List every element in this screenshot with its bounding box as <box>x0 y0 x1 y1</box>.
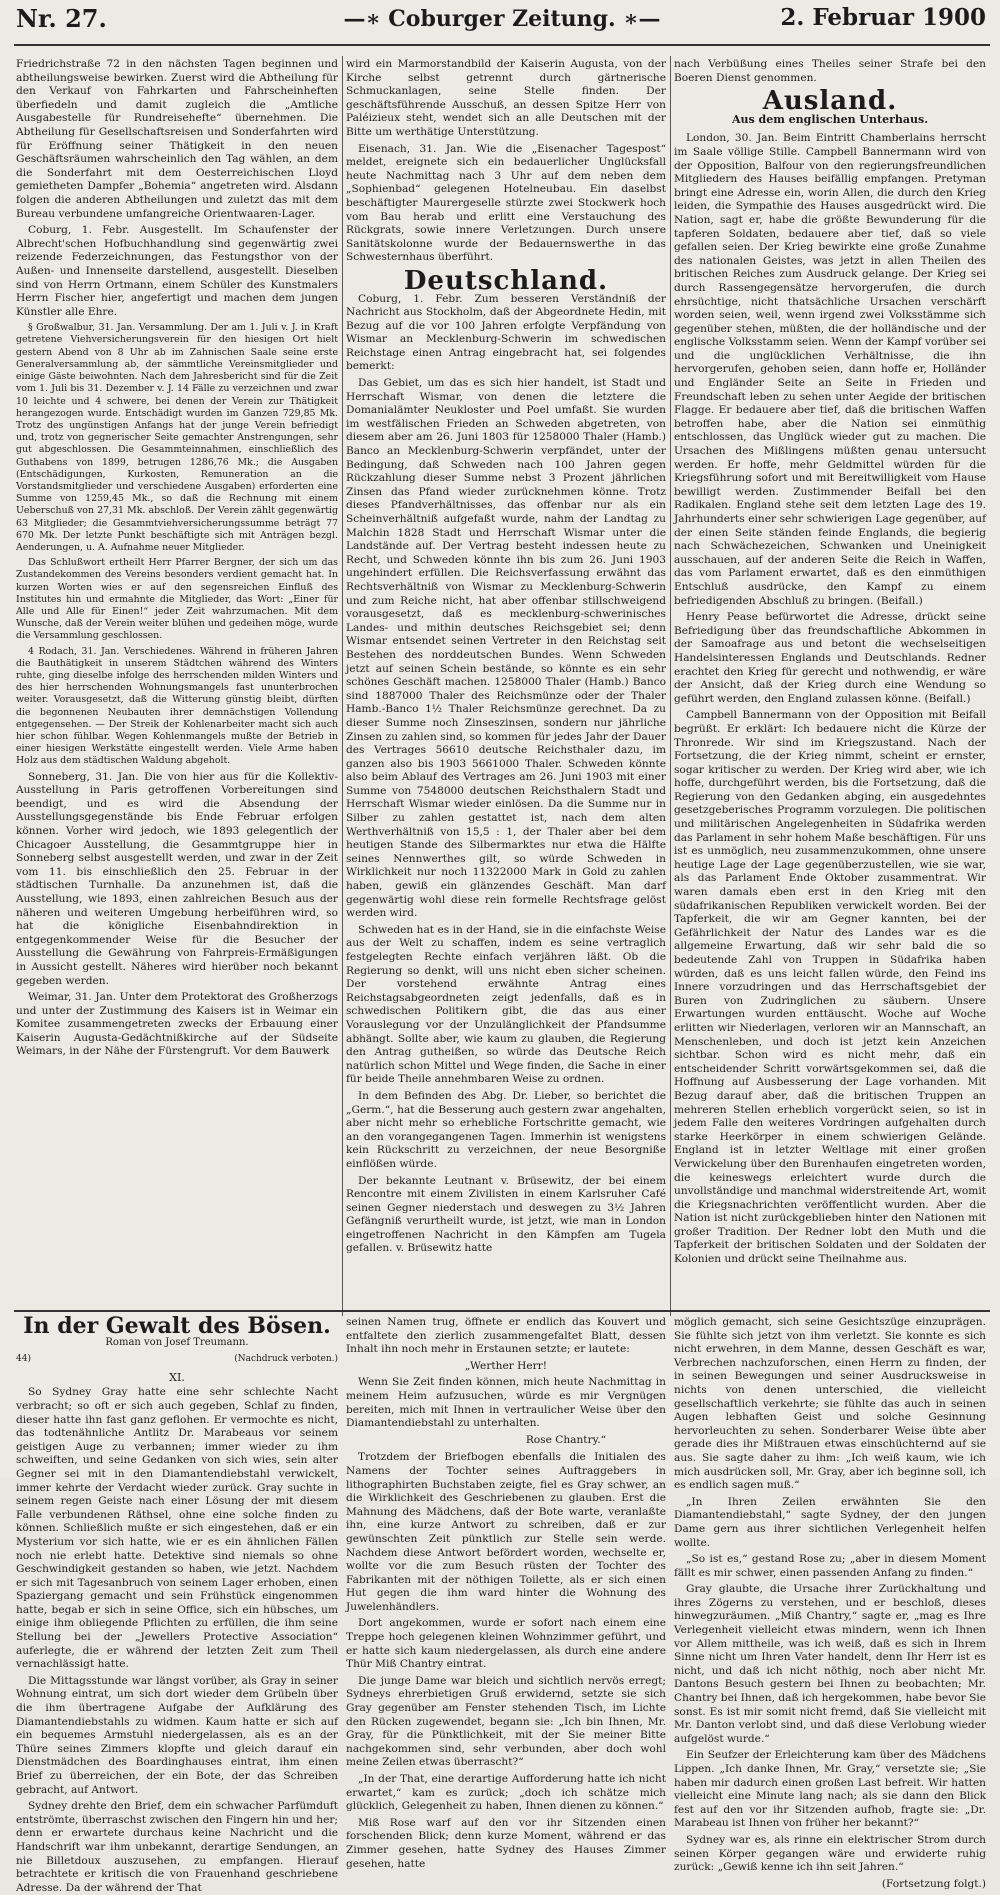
letter-signature: Rose Chantry.“ <box>525 1433 606 1446</box>
article-paragraph: Eisenach, 31. Jan. Wie die „Eisenacher Tagespost“ meldet, ereignete sich ein bedauerlicher Unglücksfall heute Nachmittag nach 3 Uhr auf dem neben dem „Sophienbad“ gelegenen Hotelneubau. Ein daselbst beschäftigter Maurergeselle stürzte zwei Stockwerk hoch vom Bau herab und erlitt eine Verstauchung des Rückgrats, sowie innere Verletzungen. Durch unsere Sanitätskolonne wurde der Bedauernswerthe in das Schwesternhaus überführt. <box>346 142 666 264</box>
novel-paragraph: Sydney war es, als rinne ein elektrischer Strom durch seinen Körper gegangen wäre und erwiderte ruhig zurück: „Gewiß kenne ich ihn seit Jahren.“ <box>674 1833 986 1874</box>
section-heading-ausland: Ausland. <box>762 86 898 117</box>
article-paragraph: Das Gebiet, um das es sich hier handelt, ist Stadt und Herrschaft Wismar, von denen die letztere die Domanialämter Neukloster und Poel umfaßt. Sie wurden im westfälischen Frieden an Schweden abgetreten, von diesem aber am 26. Juni 1803 für 1258000 Thaler (Hamb.) Banco an Mecklenburg-Schwerin verpfändet, unter der Bedingung, daß Schweden nach 100 Jahren gegen Rückzahlung dieser Summe nebst 3 Prozent jährlichen Zinsen das Pfand wieder zurücknehmen könne. Trotz dieses Pfandverhältnisses, das offenbar nur als ein Scheinverhältniß aufgefaßt wurde, nahm der Landtag zu Malchin 1828 Stadt und Herrschaft Wismar unter die Landstände auf. Der Vertrag besteht indessen heute zu Recht, und Schweden könnte ihn bis zum 26. Juni 1903 ungehindert erfüllen. Die Reichsverfassung erwähnt das Rechtsverhältniß von Wismar zu Mecklenburg-Schwerin und zum Reiche nicht, hat aber offenbar stillschweigend vorausgesetzt, daß es mecklenburg-schwerinisches Landes- und mithin deutsches Reichsgebiet sei; denn Wismar entsendet seinen Vertreter in den Reichstag seit Bestehen des norddeutschen Bundes. Wenn Schweden jetzt auf seinen Schein bestände, so könnte es ein sehr schönes Geschäft machen. 1258000 Thaler (Hamb.) Banco sind 1887000 Thaler des Reichsmünze oder der Thaler Hamb.-Banco 1½ Thaler Reichsmünze gerechnet. Da zu dieser Summe noch Zinseszinsen, sondern nur jährliche Zinsen zu zahlen sind, so kommen für jedes Jahr der Dauer des Vertrages 56610 deutsche Reichsthaler dazu, im ganzen also bis 1903 5661000 Thaler. Schweden könnte also beim Ablauf des Vertrages am 26. Juni 1903 mit einer Summe von 7548000 deutschen Reichsthalern Stadt und Herrschaft Wismar wieder einlösen. Da die Summe nur in Silber zu zahlen gestattet ist, nach dem alten Werthverhältniß von 15,5 : 1, der Thaler aber bei dem heutigen Stande des Silbermarktes nur etwa die Hälfte seines Nennwerthes gilt, so würde Schweden in Wirklichkeit nur noch 11322000 Mark in Gold zu zahlen haben, gewiß ein glänzendes Geschäft. Man darf gegenwärtig wohl diese rein formelle Rechtsfrage gelöst werden wird. <box>346 377 666 920</box>
article-paragraph: Coburg, 1. Febr. Ausgestellt. Im Schaufenster der Albrecht'schen Hofbuchhandlung sind gegenwärtig zwei reizende Federzeichnungen, das Festungsthor von der Außen- und Innenseite darstellend, ausgestellt. Dieselben sind von Herrn Ortmann, einem Schüler des Kunstmalers Herrn Fischer hier, angefertigt und machen dem jungen Künstler alle Ehre. <box>16 224 338 318</box>
feuilleton-rule <box>14 1310 990 1312</box>
reprint-notice: (Nachdruck verboten.) <box>234 1354 338 1365</box>
column-rule <box>342 56 343 1316</box>
feuilleton-column-1 <box>16 1313 338 1894</box>
letter-body: Wenn Sie Zeit finden können, mich heute Nachmittag in meinem Heim aufzusuchen, würde es mir Vergnügen bereiten, mich mit Ihnen in vertraulicher Weise über den Diamantendiebstahl zu unterhalten. <box>346 1376 666 1430</box>
issue-date: 2. Februar 1900 <box>780 4 986 31</box>
novel-paragraph: „So ist es,“ gestand Rose zu; „aber in diesem Moment fällt es mir schwer, einen passenden Anfang zu finden.“ <box>674 1553 986 1579</box>
article-paragraph: 4 Rodach, 31. Jan. Verschiedenes. Während in früheren Jahren die Bauthätigkeit in unserem Städtchen während des Winters ruhte, ging dieselbe infolge des herrschenden milden Winters und des hier herrschenden Wohnungsmangels fast ununterbrochen weiter. Vorausgesetzt, daß die Witterung günstig bleibt, dürften die begonnenen Neubauten ihrer demnächstigen Vollendung entgegensehen. — Der Streik der Kohlenarbeiter macht sich auch hier schon fühlbar. Wegen Kohlenmangels mußte der Betrieb in einer hiesigen Werkstätte eingestellt werden. Viele Arme haben Holz aus dem städtischen Waldung abgeholt. <box>16 645 338 767</box>
newspaper-title: —∗ Coburger Zeitung. ∗— <box>343 6 661 32</box>
masthead <box>14 0 990 46</box>
letter-greeting: „Werther Herr! <box>464 1359 548 1372</box>
novel-paragraph: „In Ihren Zeilen erwähnten Sie den Diamantendiebstahl,“ sagte Sydney, der den jungen Dame gern aus ihrer sichtlichen Verlegenheit helfen wollte. <box>674 1495 986 1549</box>
article-paragraph: London, 30. Jan. Beim Eintritt Chamberlains herrscht im Saale völlige Stille. Campbell Bannermann wird von der Opposition, Balfour von den regierungsfreundlichen Mitgliedern des Hauses beifällig empfangen. Pretyman bringt eine Adresse ein, worin Allen, die durch den Krieg leiden, die Sympathie des Hauses ausgedrückt wird. Die Nation, sagt er, habe die größte Bewunderung für die tapferen Soldaten, bedauere aber tief, daß so viele gefallen seien. Der Krieg bewirkte eine große Zunahme des nationalen Geistes, was jetzt in allen Theilen des britischen Reiches zum Ausdruck gelange. Der Krieg sei durch Rassengegensätze hervorgerufen, die durch ehrsüchtige, nicht thatsächliche Ursachen verschärft worden seien, weil, wenn irgend zwei Volksstämme sich gegenüber stehen, müßten, die der holländische und der englische Volksstamm seien. Wenn der Kampf vorüber sei und die unglücklichen Verhältnisse, die ihn hervorgerufen, gehoben seien, dann hoffe er, Holländer und Engländer Seite an Seite in Frieden und Freundschaft leben zu sehen unter Aegide der britischen Flagge. Er bedauere aber tief, daß die britischen Waffen betroffen habe, aber die Nation sei einmüthig entschlossen, das Unglück wieder gut zu machen. Die Ursachen des Mißlingens müßten genau untersucht werden. Er hoffe, mehr Geldmittel würden für die Kriegsführung sofort und mit Bereitwilligkeit vom Hause bewilligt werden. Zustimmender Beifall bei den Radikalen. England stehe seit dem letzten Lage des 19. Jahrhunderts einer sehr schwierigen Lage gegenüber, auf der einen Seite ständen feinde Englands, die begierig nach Schwächezeichen, Schwanken und Uneinigkeit ausschauen, auf der anderen Seite die Reich in Waffen, das vom Parlament erwartet, daß es den einmüthigen Entschluß ausdrücke, den Kampf zu einem befriedigenden Abschluß zu bringen. (Beifall.) <box>674 132 986 607</box>
feuilleton-meta <box>16 1353 338 1367</box>
article-paragraph: Friedrichstraße 72 in den nächsten Tagen beginnen und abtheilungsweise bewirken. Zuerst wird die Abtheilung für den Verkauf von Fahrkarten und Fahrscheinheften überfiedeln und damit zugleich die „Amtliche Ausgabestelle für Rundreisehefte“ übernehmen. Die Abtheilung für Gesellschaftsreisen und Sonderfahrten wird für Eröffnung seiner Thätigkeit in den neuen Geschäftsräumen wahrscheinlich den Tag wählen, an dem die Sonderfahrt mit dem Oesterreichischen Lloyd gemietheten Dampfer „Bohemia“ angetreten wird. Alsdann folgen die anderen Abtheilungen und zuletzt das mit dem Bureau verbundene umfangreiche Orientwaaren-Lager. <box>16 58 338 220</box>
article-paragraph: Henry Pease befürwortet die Adresse, drückt seine Befriedigung über das freundschaftliche Abkommen in der Samoafrage aus und betont die wechselseitigen Handelsinteressen Englands und Deutschlands. Redner erachtet den Krieg für gerecht und nothwendig, er wäre der Ansicht, daß der Krieg durch eine Wendung so geführt werden, den England zulassen könne. (Beifall.) <box>674 611 986 705</box>
feuilleton-column-3 <box>674 1316 986 1890</box>
feuilleton-column-2 <box>346 1316 666 1870</box>
section-subheading: Aus dem englischen Unterhaus. <box>731 112 929 126</box>
novel-paragraph: Gray glaubte, die Ursache ihrer Zurückhaltung und ihres Zögerns zu verstehen, und er beschloß, dieses hinwegzuräumen. „Miß Chantry,“ sagte er, „mag es Ihre Verlegenheit vielleicht etwas mindern, wenn ich Ihnen vor Allem mittheile, was ich weiß, daß es sich in Ihrem Sinne nicht um Ihren Vater handelt, denn Ihr Herr ist es nicht, und daß ich nicht nöthig, noch aber nicht Mr. Dantons Besuch gestern bei Ihnen zu beobachten; Mr. Chantry bei Ihnen, daß ich hergekommen, habe bevor Sie sonst. Es ist mir somit nicht fremd, daß Sie vielleicht mit Mr. Danton verlobt sind, und daß diese Verlobung wieder aufgelöst wurde.“ <box>674 1583 986 1745</box>
installment-number: 44) <box>16 1354 31 1365</box>
novel-paragraph: Miß Rose warf auf den vor ihr Sitzenden einen forschenden Blick; denn kurze Moment, während er das Zimmer gesehen, hatte Sydney des Hauses Zimmer gesehen, hatte <box>346 1816 666 1870</box>
section-heading-deutschland: Deutschland. <box>403 265 609 296</box>
continuation-note: (Fortsetzung folgt.) <box>881 1877 986 1890</box>
novel-paragraph: So Sydney Gray hatte eine sehr schlechte Nacht verbracht; so oft er sich auch gegeben, Schlaf zu finden, dieser hatte ihn fast ganz geflohen. Er vermochte es nicht, das todtenähnliche Antlitz Dr. Marabeaus vor seinem geistigen Auge zu verbannen; immer wieder zu ihm schweiften, und seine Gedanken von sich wies, sein alter Gegner sei mit in den Diamantendiebstahl verwickelt, immer kehrte der Verdacht wieder zurück. Gray suchte in seinem regen Geiste nach einer Lösung der mit diesem Falle verbundenen Räthsel, ohne eine solche finden zu können. Schließlich mußte er sich eingestehen, daß er ein Mysterium vor sich hatte, wie er es ein ähnlichen Fällen noch nie erlebt hatte. Detektive sind niemals so ohne Geschwindigkeit gestanden so haben, wie jetzt. Nachdem er sich mit Tagesanbruch von seinem Lager erhoben, einen Spaziergang gemacht und sein Frühstück eingenommen hatte, begab er sich in seine Office, sich ein hübsches, um einige ihm obliegende Pflichten zu erfüllen, die ihm seine Stellung bei der „Jewellers Protective Association“ auferlegte, die er während der letzten Zeit zum Theil vernachlässigt hatte. <box>16 1386 338 1671</box>
article-paragraph: § Großwalbur, 31. Jan. Versammlung. Der am 1. Juli v. J. in Kraft getretene Viehversicherungsverein für den hiesigen Ort hielt gestern Abend von 8 Uhr ab im Zahnischen Saale seine erste Generalversammlung ab, der sämmtliche Vereinsmitglieder und einige Gäste beiwohnten. Nach dem Jahresbericht sind für die Zeit vom 1. Juli bis 31. Dezember v. J. 14 Fälle zu verzeichnen und zwar 10 leichte und 4 schwere, bei denen der Verein zur Thätigkeit herangezogen wurde. Entschädigt wurden im Ganzen 729,85 Mk. Trotz des ungünstigen Anfangs hat der junge Verein befriedigt und, trotz von gegnerischer Seite gemachter Anstrengungen, sehr gut abgeschlossen. Die Gesammteinnahmen, einschließlich des Guthabens von 1899, betrugen 1286,76 Mk.; die Ausgaben (Entschädigungen, Kurkosten, Remuneration an die Vorstandsmitglieder und verschiedene Ausgaben) erforderten eine Summe von 1259,45 Mk., so daß die Rechnung mit einem Ueberschuß von 27,31 Mk. abschloß. Der Verein zählt gegenwärtig 63 Mitglieder; die Gesammtviehversicherungssumme beträgt 77 670 Mk. Der letzte Punkt beschäftigte sich mit Anträgen bezgl. Aenderungen, u. A. Aufnahme neuer Mitglieder. <box>16 322 338 553</box>
news-column-1 <box>16 58 338 1308</box>
novel-paragraph: Dort angekommen, wurde er sofort nach einem eine Treppe hoch gelegenen kleinen Wohnzimmer geführt, und er hatte sich kaum niedergelassen, als durch eine andere Thür Miß Chantry eintrat. <box>346 1617 666 1671</box>
chapter-number: XI. <box>169 1370 185 1384</box>
news-column-2 <box>346 58 666 1308</box>
article-paragraph: In dem Befinden des Abg. Dr. Lieber, so berichtet die „Germ.“, hat die Besserung auch gestern zwar angehalten, aber nicht mehr so erhebliche Fortschritte gemacht, wie an den vorangegangenen Tagen. Immerhin ist wenigstens kein Rückschritt zu verzeichnen, der neue Besorgniße einflößen würde. <box>346 1089 666 1170</box>
novel-paragraph: möglich gemacht, sich seine Gesichtszüge einzuprägen. Sie fühlte sich jetzt von ihm verletzt. Sie konnte es sich nicht erwehren, in dem Manne, dessen Geschäft es war, Verbrechen nachzuforschen, einen Herrn zu finden, der in seinen Bewegungen und seiner Ausdrucksweise in nichts von denen unterschied, die vielleicht gesellschaftlich verkehrte; sie fühlte das auch in seinen Augen lebhaften Geist und solche Gesinnung hervorleuchten zu sehen. Sonderbarer Weise übte aber gerade dies ihr Mißtrauen etwas einschüchternd auf sie aus. Sie sagte daher zu ihm: „Ich weiß kaum, wie ich mich ausdrücken soll, Mr. Gray, aber ich beginne soll, ich es endlich sagen muß.“ <box>674 1316 986 1492</box>
novel-paragraph: „In der That, eine derartige Aufforderung hatte ich nicht erwartet,“ kam es zurück; „doch ich schätze mich glücklich, Gelegenheit zu haben, Ihnen dienen zu können.“ <box>346 1773 666 1813</box>
article-paragraph: Der bekannte Leutnant v. Brüsewitz, der bei einem Rencontre mit einem Zivilisten in einem Karlsruher Café seinen Gegner niederstach und deswegen zu 3½ Jahren Gefängniß verurtheilt wurde, ist jetzt, wie man in London eingetroffenen Nachricht in den Kämpfen am Tugela gefallen. v. Brüsewitz hatte <box>346 1174 666 1255</box>
issue-number: Nr. 27. <box>16 4 107 33</box>
novel-paragraph: Die Mittagsstunde war längst vorüber, als Gray in seiner Wohnung eintrat, um sich dort wieder dem Grübeln über die ihm übertragene Aufgabe der Aufklärung des Diamantendiebstahls zu widmen. Kaum hatte er sich auf ein bequemes Armstuhl niedergelassen, als es an der Thüre seines Zimmers klopfte und gleich darauf ein Dienstmädchen des Boardinghauses eintrat, ihm einen Brief zu überreichen, der ein Bote, der das Schreiben gebracht, auf Antwort. <box>16 1674 338 1796</box>
article-paragraph: Weimar, 31. Jan. Unter dem Protektorat des Großherzogs und unter der Zustimmung des Kaisers ist in Weimar ein Komitee zusammengetreten zwecks der Erbauung einer Kaiserin Augusta-Gedächtnißkirche auf der Südseite Weimars, in der Nähe der Fürstengruft. Vor dem Bauwerk <box>16 991 338 1058</box>
novel-paragraph: Die junge Dame war bleich und sichtlich nervös erregt; Sydneys ehrerbietigen Gruß erwidernd, setzte sie sich Gray gegenüber am Fenster stehenden Tisch, im Lichte den Rücken zugewendet, begann sie: „Ich bin Ihnen, Mr. Gray, für die Pünktlichkeit, mit der Sie meiner Bitte nachgekommen sind, sehr verbunden, aber doch wohl meine Zeilen etwas überrascht?“ <box>346 1674 666 1769</box>
article-paragraph: Sonneberg, 31. Jan. Die von hier aus für die Kollektiv-Ausstellung in Paris getroffenen Vorbereitungen sind beendigt, und es wird die Absendung der Ausstellungsgegenstände bis Ende Februar erfolgen können. Vorher wird jedoch, wie 1893 gelegentlich der Chicagoer Ausstellung, die Gesammtgruppe hier in Sonneberg selbst ausgestellt werden, und zwar in der Zeit vom 11. bis einschließlich den 25. Februar in der städtischen Turnhalle. Da anzunehmen ist, daß die Ausstellung, wie 1893, einen zahlreichen Besuch aus der näheren und weiteren Umgebung herbeiführen wird, so hat die königliche Eisenbahndirektion in entgegenkommender Weise für die Besucher der Ausstellung die Gewährung von Fahrpreis-Ermäßigungen in Aussicht gestellt. Näheres wird hierüber noch bekannt gegeben werden. <box>16 770 338 987</box>
feuilleton-title: In der Gewalt des Bösen. <box>23 1313 331 1339</box>
article-paragraph: nach Verbüßung eines Theiles seiner Strafe bei den Boeren Dienst genommen. <box>674 58 986 84</box>
article-paragraph: Schweden hat es in der Hand, sie in die einfachste Weise aus der Welt zu schaffen, indem es seine vertraglich festgelegten Rechte einfach verjähren läßt. Ob die Regierung so denkt, will uns nicht eben sicher scheinen. Der vorstehend erwähnte Antrag eines Reichstagsabgeordneten zeigt jedenfalls, daß es in schwedischen Politikern gibt, die das aus einer Vorauslegung vor der Unzulänglichkeit der Pfandsumme abhängt. Sollte aber, wie kaum zu glauben, die Regierung den Antrag gutheißen, so würde das Deutsche Reich natürlich schon Mittel und Wege finden, die Sache in einer für beide Theile annehmbaren Weise zu ordnen. <box>346 923 666 1086</box>
column-rule <box>670 56 671 1316</box>
novel-paragraph: Sydney drehte den Brief, dem ein schwacher Parfümduft entströmte, überraschst zwischen den Fingern hin und her; denn er erwartete durchaus keine Nachricht und die Handschrift war ihm unbekannt, derartige Sendungen, an nie Billetdoux auszusehen, zu empfangen. Hierauf betrachtete er kritisch die von Frauenhand geschriebene Adresse. Da der während der That <box>16 1800 338 1894</box>
article-paragraph: Das Schlußwort ertheilt Herr Pfarrer Bergner, der sich um das Zustandekommen des Vereins besonders verdient gemacht hat. In kurzen Worten wies er auf den segensreichen Einfluß des Institutes hin und ermahnte die Mitglieder, das Wort: „Einer für Alle und Alle für Einen!“ jeder Zeit wahrzumachen. Mit dem Wunsche, daß der Verein weiter blühen und gedeihen möge, wurde die Versammlung geschlossen. <box>16 557 338 642</box>
novel-paragraph: Trotzdem der Briefbogen ebenfalls die Initialen des Namens der Tochter seines Auftraggebers in lithographirten Buchstaben zeigte, fiel es Gray schwer, an die Wirklichkeit des Geschriebenen zu glauben. Erst die Mahnung des Mädchens, daß der Bote warte, veranlaßte ihn, eine kurze Antwort zu schreiben, daß er zur gewünschten Zeit pünktlich zur Stelle sein werde. Nachdem diese Antwort befördert worden, wechselte er, wollte vor die zum Besuch rüsten der Tochter des Fabrikanten mit der nöthigen Toilette, als er sich einen Hut gegen die ihm ward hinter die Wohnung des Juwelenhändlers. <box>346 1451 666 1613</box>
novel-paragraph: seinen Namen trug, öffnete er endlich das Kouvert und entfaltete den zierlich zusammengefaltet Blatt, dessen Inhalt ihn noch mehr in Erstaunen setzte; er lautete: <box>346 1316 666 1356</box>
article-paragraph: Coburg, 1. Febr. Zum besseren Verständniß der Nachricht aus Stockholm, daß der Abgeordnete Hedin, mit Bezug auf die vor 100 Jahren erfolgte Verpfändung von Wismar an Mecklenburg-Schwerin im schwedischen Reichstage einen Antrag eingebracht hat, sei folgendes bemerkt: <box>346 292 666 373</box>
feuilleton-author: Roman von Josef Treumann. <box>105 1336 249 1348</box>
novel-paragraph: Ein Seufzer der Erleichterung kam über des Mädchens Lippen. „Ich danke Ihnen, Mr. Gray,“ versetzte sie; „Sie haben mir dadurch einen großen Last befreit. Wir hatten vielleicht eine Minute lang nach; als sie dann den Blick fest auf den vor ihr Sitzenden aufhob, fragte sie: „Dr. Marabeau ist Ihnen von früher her bekannt?“ <box>674 1749 986 1830</box>
article-paragraph: Campbell Bannermann von der Opposition mit Beifall begrüßt. Er erklärt: Ich bedauere nicht die Kürze der Thronrede. Wir sind im Kriegszustand. Nach der Fortsetzung, die der Krieg nimmt, scheint er ernster, sogar kritischer zu werden. Der Krieg wird aber, wie ich hoffe, durchgeführt werden, bis die Fortsetzung, daß die Regierung von den Gedanken abging, ein ausgedehntes gesetzgeberisches Programm vorzulegen. Die politischen und militärischen Angelegenheiten in Südafrika werden das Parlament in sehr hohem Maße beschäftigen. Für uns ist es unmöglich, neu zusammenzukommen, ohne unsere heutige Lage der Lage gegenüberzustellen, wie sie war, als das Parlament Ende Oktober zusammentrat. Wir waren damals eben erst in den Krieg mit den südafrikanischen Republiken verwickelt worden. Bei der Tapferkeit, die wir am Gegner kannten, bei der Gefährlichkeit der Natur des Landes war es die allgemeine Erwartung, daß wir sehr bald die so bedeutende Zahl von Truppen in Südafrika haben würden, daß es uns leicht fallen würde, den Feind ins Innere vorzudringen und das Herrschaftsgebiet der Buren von Zudringlichen zu säubern. Unsere Erwartungen wurden enttäuscht. Woche auf Woche erlitten wir Niederlagen, verloren wir an Mannschaft, an Menschenleben, und doch ist jetzt kein Anzeichen sichtbar. Schon wird es nicht mehr, daß ein entscheidender Schritt vorwärtsgekommen sei, daß die Hoffnung auf Ausbesserung der Lage vorhanden. Mit Bezug darauf aber, daß die britischen Truppen an mehreren Stellen erheblich vorgerückt seien, so ist in jedem Falle den weiteres Vordringen aufgehalten durch starke Heerkörper in einem schwierigen Gelände. England ist in letzter Weltlage mit einer großen Verwickelung über den Burenhaufen eingetreten worden, die keineswegs erleichtert wurde durch die unvollständige und manchmal widerstreitende Art, womit die Kriegsnachrichten veröffentlicht wurden. Aber die Nation ist nicht zurückgeblieben hinter den Nationen mit großer Tradition. Der Redner lobt den Muth und die Tapferkeit der britischen Soldaten und der Soldaten der Kolonien und drückt seine Theilnahme aus. <box>674 709 986 1266</box>
news-column-3 <box>674 58 986 1308</box>
article-paragraph: wird ein Marmorstandbild der Kaiserin Augusta, von der Kirche selbst getrennt durch gärtnerische Schmuckanlagen, seine Stelle finden. Der geschäftsführende Ausschuß, an dessen Spitze Herr von Paléizieux steht, wendet sich an alle Deutschen mit der Bitte um werthätige Unterstützung. <box>346 58 666 138</box>
